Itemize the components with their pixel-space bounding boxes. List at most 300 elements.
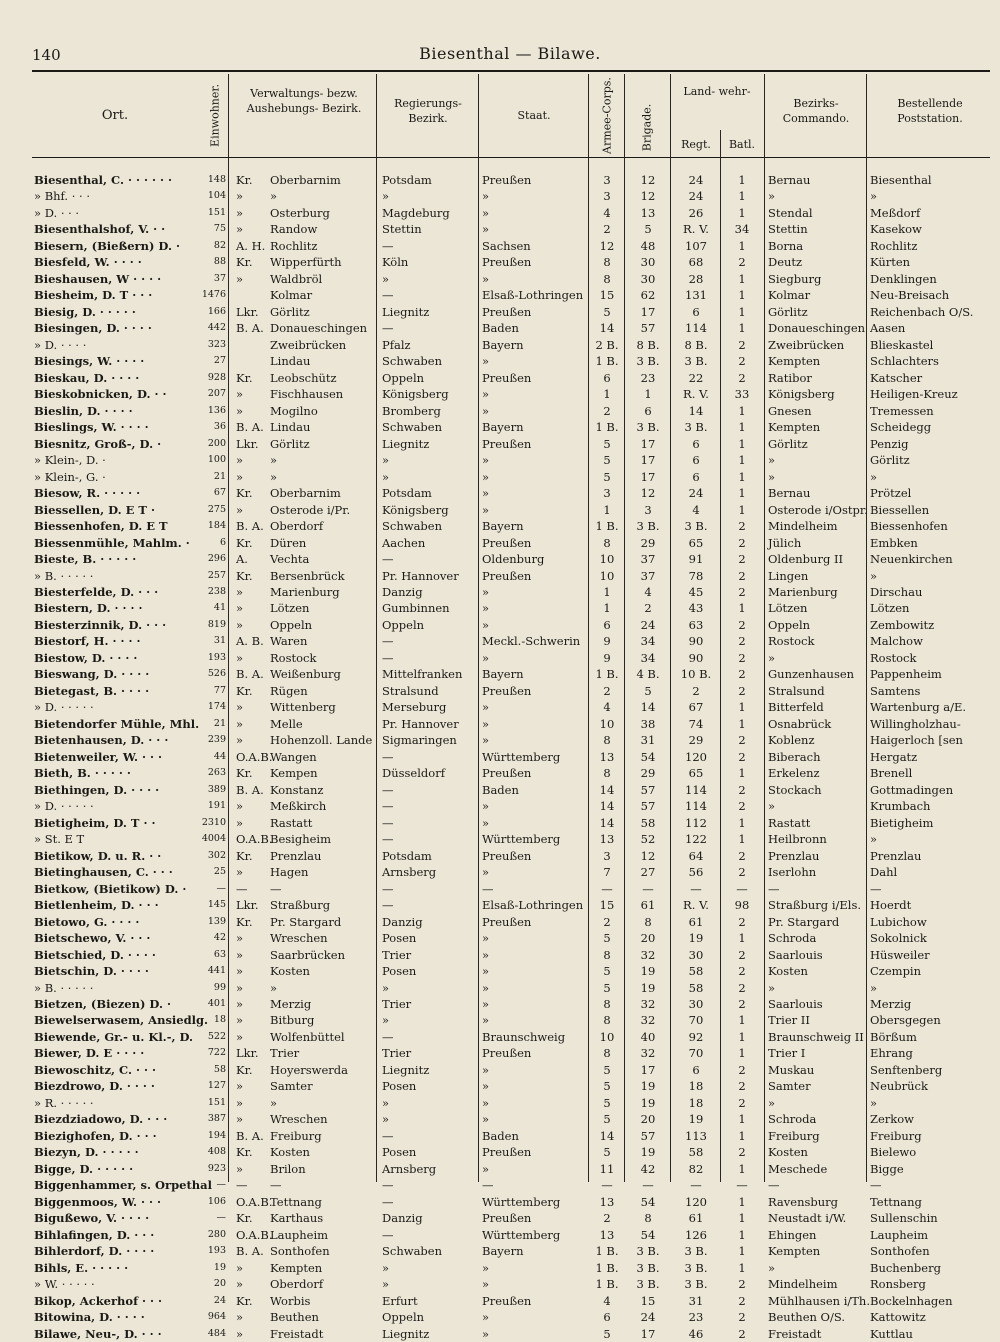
cell-ort: Bietenhausen, D. · · · xyxy=(34,733,169,748)
cell-reg: — xyxy=(382,1029,394,1044)
cell-ort: Bihls, E. · · · · · xyxy=(34,1260,129,1275)
cell-typ: » xyxy=(236,700,244,715)
cell-brig: 3 B. xyxy=(636,1260,660,1275)
table-row xyxy=(0,914,1000,931)
cell-typ: B. A. xyxy=(236,519,264,534)
cell-ew: 2310 xyxy=(201,816,226,828)
cell-post: Willingholzhau- xyxy=(870,716,961,731)
cell-post: Tettnang xyxy=(870,1194,922,1209)
cell-post: Neubrück xyxy=(870,1079,928,1094)
cell-ew: 37 xyxy=(213,272,226,284)
cell-kdo: Siegburg xyxy=(768,271,822,286)
cell-bez: Osterode i/Pr. xyxy=(270,502,351,517)
cell-ort: » Klein-, G. · xyxy=(34,469,106,484)
cell-post: Reichenbach O/S. xyxy=(870,304,974,319)
cell-brig: 4 xyxy=(644,585,652,599)
cell-batl: 1 xyxy=(738,173,746,187)
cell-staat: Meckl.-Schwerin xyxy=(482,634,581,649)
cell-regt: 113 xyxy=(685,1128,707,1143)
cell-korps: 3 xyxy=(603,486,611,501)
cell-ort: Bieste, B. · · · · · xyxy=(34,552,137,567)
cell-regt: 2 xyxy=(692,683,700,698)
cell-brig: 40 xyxy=(640,1029,656,1044)
cell-batl: 1 xyxy=(738,1013,746,1028)
cell-post: Heiligen-Kreuz xyxy=(870,387,958,402)
cell-staat: Preußen xyxy=(482,255,532,270)
cell-staat: Württemberg xyxy=(482,1194,561,1209)
cell-staat: Württemberg xyxy=(482,832,561,847)
cell-batl: 2 xyxy=(738,964,746,979)
cell-brig: 23 xyxy=(640,370,656,385)
cell-post: Aasen xyxy=(870,321,906,336)
cell-post: Brenell xyxy=(870,766,913,781)
table-row xyxy=(0,831,1000,848)
cell-regt: 114 xyxy=(685,799,707,814)
cell-reg: — xyxy=(382,898,394,913)
cell-korps: 8 xyxy=(603,271,611,286)
cell-kdo: Saarlouis xyxy=(768,947,823,962)
cell-staat: Preußen xyxy=(482,1046,532,1061)
cell-regt: 43 xyxy=(688,601,704,616)
cell-reg: — xyxy=(382,1194,394,1209)
cell-brig: 54 xyxy=(640,1194,656,1209)
cell-korps: 9 xyxy=(603,650,611,665)
cell-brig: 3 B. xyxy=(636,519,660,534)
cell-typ: Kr. xyxy=(236,370,253,385)
cell-regt: 82 xyxy=(688,1161,704,1176)
cell-bez: — xyxy=(270,1178,282,1193)
cell-brig: 4 B. xyxy=(636,667,660,682)
cell-typ: Kr. xyxy=(236,255,253,270)
cell-staat: Preußen xyxy=(482,1293,532,1308)
cell-staat: » xyxy=(482,403,490,418)
cell-batl: 2 xyxy=(738,1062,746,1077)
cell-brig: 57 xyxy=(640,782,656,797)
cell-brig: 3 B. xyxy=(636,420,660,435)
header-ort: Ort. xyxy=(101,108,129,123)
cell-post: Ronsberg xyxy=(870,1277,926,1292)
cell-batl: 2 xyxy=(738,617,746,632)
header-batl: Batl. xyxy=(728,138,756,151)
cell-brig: 8 xyxy=(644,914,652,929)
cell-reg: Stralsund xyxy=(382,683,439,698)
cell-typ: B. A. xyxy=(236,667,264,682)
page-number: 140 xyxy=(32,46,61,64)
cell-typ: Lkr. xyxy=(236,1046,259,1061)
cell-ew: 27 xyxy=(213,355,226,367)
cell-typ: Kr. xyxy=(236,683,253,698)
cell-regt: 22 xyxy=(688,370,704,385)
cell-korps: 2 xyxy=(603,222,611,237)
cell-korps: 10 xyxy=(599,1029,615,1044)
cell-staat: » xyxy=(482,1095,490,1110)
cell-ew: 442 xyxy=(207,322,226,334)
table-row xyxy=(0,205,1000,222)
cell-regt: 10 B. xyxy=(680,667,712,682)
cell-reg: Liegnitz xyxy=(382,304,430,319)
cell-batl: 1 xyxy=(738,321,746,336)
table-row xyxy=(0,930,1000,947)
cell-ew: 484 xyxy=(207,1327,226,1339)
cell-regt: 107 xyxy=(685,238,707,253)
cell-bez: Kolmar xyxy=(270,288,313,303)
cell-reg: Schwaben xyxy=(382,519,442,534)
cell-staat: » xyxy=(482,1260,490,1275)
cell-bez: » xyxy=(270,980,278,995)
cell-batl: 2 xyxy=(738,1310,746,1325)
cell-post: Meßdorf xyxy=(870,205,921,220)
cell-korps: 2 xyxy=(603,1211,611,1226)
cell-typ: O.A.B. xyxy=(236,1194,273,1209)
cell-batl: 1 xyxy=(738,1211,746,1226)
cell-regt: R. V. xyxy=(683,898,709,913)
cell-kdo: Rostock xyxy=(768,634,815,649)
cell-batl: 1 xyxy=(738,1260,746,1275)
cell-typ: B. A. xyxy=(236,420,264,435)
cell-typ: » xyxy=(236,1277,244,1292)
cell-regt: 6 xyxy=(692,1062,700,1077)
cell-reg: Trier xyxy=(382,947,412,962)
cell-kdo: Ratibor xyxy=(768,370,812,385)
cell-staat: Preußen xyxy=(482,1145,532,1160)
cell-brig: 57 xyxy=(640,321,656,336)
header-landwehr: Land- wehr- xyxy=(683,85,751,98)
cell-typ: » xyxy=(236,980,244,995)
table-row xyxy=(0,798,1000,815)
cell-brig: 19 xyxy=(640,1079,656,1094)
cell-batl: 2 xyxy=(738,1079,746,1094)
cell-ew: — xyxy=(216,1179,226,1191)
table-row xyxy=(0,452,1000,469)
cell-brig: 3 B. xyxy=(636,1277,660,1292)
cell-kdo: Beuthen O/S. xyxy=(768,1310,845,1325)
cell-kdo: Mühlhausen i/Th. xyxy=(768,1293,870,1308)
cell-staat: » xyxy=(482,947,490,962)
cell-brig: 57 xyxy=(640,799,656,814)
cell-bez: Hoyerswerda xyxy=(270,1062,349,1077)
cell-ew: 145 xyxy=(207,899,226,911)
cell-brig: 1 xyxy=(644,387,652,402)
cell-kdo: Osterode i/Ostpr. xyxy=(768,502,868,517)
cell-ort: Bigge, D. · · · · · xyxy=(34,1161,134,1176)
cell-staat: » xyxy=(482,585,490,599)
cell-ew: 323 xyxy=(207,338,226,350)
cell-reg: » xyxy=(382,1112,390,1127)
cell-reg: Pr. Hannover xyxy=(382,716,459,731)
cell-regt: 90 xyxy=(688,650,704,665)
cell-ort: Biessellen, D. E T · xyxy=(34,502,155,517)
cell-staat: Preußen xyxy=(482,848,532,863)
cell-ew: 88 xyxy=(213,256,226,268)
cell-korps: 2 xyxy=(603,683,611,698)
cell-brig: 32 xyxy=(640,1013,656,1028)
cell-batl: 1 xyxy=(738,304,746,319)
cell-batl: 2 xyxy=(738,947,746,962)
cell-brig: 8 xyxy=(644,1211,652,1226)
cell-ort: Biessenmühle, Mahlm. · xyxy=(34,535,190,550)
cell-ew: 75 xyxy=(213,223,226,235)
table-row xyxy=(0,782,1000,799)
cell-brig: 17 xyxy=(640,436,656,451)
cell-batl: 2 xyxy=(738,980,746,995)
cell-staat: Sachsen xyxy=(482,238,531,253)
table-row xyxy=(0,1029,1000,1046)
cell-reg: Königsberg xyxy=(382,502,449,517)
cell-batl: — xyxy=(736,1178,748,1193)
header-einwohner: Einwohner. xyxy=(208,84,222,147)
table-row xyxy=(0,254,1000,271)
cell-staat: » xyxy=(482,815,490,830)
cell-staat: Bayern xyxy=(482,667,524,682)
header-bottom-rule xyxy=(32,157,990,158)
cell-batl: 33 xyxy=(734,387,750,402)
cell-korps: 10 xyxy=(599,552,615,567)
cell-staat: » xyxy=(482,799,490,814)
cell-ort: Biethingen, D. · · · · xyxy=(34,782,160,797)
cell-reg: » xyxy=(382,469,390,484)
table-row xyxy=(0,633,1000,650)
cell-ew: 923 xyxy=(207,1162,226,1174)
table-row xyxy=(0,188,1000,205)
cell-post: Lötzen xyxy=(870,601,910,616)
cell-korps: 9 xyxy=(603,634,611,649)
cell-regt: 30 xyxy=(688,947,704,962)
cell-ort: Biesfeld, W. · · · · xyxy=(34,255,142,270)
cell-staat: » xyxy=(482,964,490,979)
cell-brig: 52 xyxy=(640,832,656,847)
cell-bez: Kempen xyxy=(270,766,318,781)
cell-bez: Freiburg xyxy=(270,1128,322,1143)
table-row xyxy=(0,1045,1000,1062)
cell-batl: 1 xyxy=(738,1128,746,1143)
cell-bez: Karthaus xyxy=(270,1211,324,1226)
cell-korps: 5 xyxy=(603,1062,611,1077)
cell-kdo: Borna xyxy=(768,238,804,253)
cell-batl: 1 xyxy=(738,1227,746,1242)
cell-korps: 3 xyxy=(603,173,611,187)
cell-regt: 19 xyxy=(688,931,704,946)
cell-ort: Bietkow, (Bietikow) D. · xyxy=(34,881,187,896)
cell-ort: » St. E T xyxy=(34,832,85,847)
table-row xyxy=(0,1062,1000,1079)
cell-typ: » xyxy=(236,650,244,665)
cell-brig: 34 xyxy=(640,650,656,665)
cell-brig: 30 xyxy=(640,271,656,286)
cell-staat: Elsaß-Lothringen xyxy=(482,288,584,303)
cell-ort: Bikop, Ackerhof · · · xyxy=(34,1293,163,1308)
cell-bez: Waldbröl xyxy=(270,271,323,286)
cell-brig: 12 xyxy=(640,848,656,863)
cell-batl: 2 xyxy=(738,1145,746,1160)
cell-kdo: Bernau xyxy=(768,173,811,187)
cell-staat: » xyxy=(482,1013,490,1028)
cell-batl: 2 xyxy=(738,799,746,814)
cell-staat: » xyxy=(482,733,490,748)
cell-ew: 4004 xyxy=(201,833,226,845)
cell-bez: » xyxy=(270,469,278,484)
cell-batl: 1 xyxy=(738,601,746,616)
cell-ort: Biewende, Gr.- u. Kl.-, D. xyxy=(34,1029,194,1044)
cell-ort: Biesingen, D. · · · · xyxy=(34,321,152,336)
cell-reg: Pr. Hannover xyxy=(382,568,459,583)
cell-brig: 14 xyxy=(640,700,656,715)
cell-typ: Lkr. xyxy=(236,304,259,319)
cell-typ: » xyxy=(236,222,244,237)
cell-kdo: Kempten xyxy=(768,354,821,369)
cell-regt: 6 xyxy=(692,469,700,484)
cell-ort: Biesheim, D. T · · · xyxy=(34,288,153,303)
cell-ew: 127 xyxy=(207,1080,226,1092)
cell-ew: — xyxy=(216,1212,226,1224)
cell-reg: Arnsberg xyxy=(382,865,437,880)
cell-typ: » xyxy=(236,1013,244,1028)
table-row xyxy=(0,485,1000,502)
cell-korps: 6 xyxy=(603,370,611,385)
cell-typ: » xyxy=(236,997,244,1011)
cell-bez: Trier xyxy=(270,1046,300,1061)
cell-bez: Mogilno xyxy=(270,403,318,418)
cell-regt: 6 xyxy=(692,436,700,451)
table-row xyxy=(0,1161,1000,1178)
cell-staat: » xyxy=(482,1277,490,1292)
cell-regt: 68 xyxy=(688,255,704,270)
cell-staat: — xyxy=(482,881,494,896)
cell-ew: 200 xyxy=(207,437,226,449)
cell-ew: 139 xyxy=(207,915,226,927)
cell-reg: Trier xyxy=(382,997,412,1011)
cell-brig: 19 xyxy=(640,1145,656,1160)
cell-bez: Oberdorf xyxy=(270,519,324,534)
cell-brig: 57 xyxy=(640,1128,656,1143)
cell-ew: 302 xyxy=(207,849,226,861)
cell-staat: » xyxy=(482,997,490,1011)
cell-post: Zerkow xyxy=(870,1112,915,1127)
cell-ort: Biggenhammer, s. Orpethal xyxy=(34,1178,212,1193)
cell-typ: » xyxy=(236,1079,244,1094)
cell-ew: 184 xyxy=(207,520,226,532)
cell-batl: 1 xyxy=(738,1029,746,1044)
cell-reg: Danzig xyxy=(382,914,423,929)
table-row xyxy=(0,436,1000,453)
cell-post: » xyxy=(870,832,878,847)
cell-batl: 1 xyxy=(738,502,746,517)
cell-ew: 722 xyxy=(207,1047,226,1059)
cell-ort: Biezyn, D. · · · · · xyxy=(34,1145,139,1160)
cell-typ: B. A. xyxy=(236,1244,264,1259)
cell-batl: 1 xyxy=(738,700,746,715)
cell-kdo: Lötzen xyxy=(768,601,808,616)
cell-kdo: Braunschweig II xyxy=(768,1029,864,1044)
cell-regt: 28 xyxy=(688,271,704,286)
cell-reg: Düsseldorf xyxy=(382,766,445,781)
cell-ort: Bieswang, D. · · · · xyxy=(34,667,150,682)
cell-regt: 120 xyxy=(685,749,707,764)
cell-ew: 6 xyxy=(219,536,226,548)
cell-brig: 58 xyxy=(640,815,656,830)
cell-ort: » D. · · · xyxy=(34,205,80,220)
cell-regt: 56 xyxy=(688,865,704,880)
cell-reg: — xyxy=(382,1128,394,1143)
table-row xyxy=(0,1095,1000,1112)
cell-kdo: Mindelheim xyxy=(768,519,838,534)
cell-typ: » xyxy=(236,585,244,599)
cell-ew: 99 xyxy=(213,981,226,993)
cell-ew: 389 xyxy=(207,783,226,795)
cell-ew: 207 xyxy=(207,388,226,400)
table-row xyxy=(0,502,1000,519)
cell-reg: Potsdam xyxy=(382,486,432,501)
cell-bez: Görlitz xyxy=(270,436,310,451)
cell-kdo: Lingen xyxy=(768,568,809,583)
cell-reg: Gumbinnen xyxy=(382,601,450,616)
cell-typ: Kr. xyxy=(236,1293,253,1308)
cell-batl: 2 xyxy=(738,749,746,764)
cell-regt: 29 xyxy=(688,733,704,748)
cell-staat: Bayern xyxy=(482,420,524,435)
cell-reg: — xyxy=(382,881,394,896)
cell-kdo: Pr. Stargard xyxy=(768,914,840,929)
table-row xyxy=(0,996,1000,1013)
cell-staat: » xyxy=(482,1079,490,1094)
cell-regt: 90 xyxy=(688,634,704,649)
cell-ort: Bieskobnicken, D. · · xyxy=(34,387,167,402)
cell-regt: 6 xyxy=(692,453,700,468)
cell-regt: R. V. xyxy=(683,222,709,237)
cell-post: Bigge xyxy=(870,1161,904,1176)
cell-reg: Schwaben xyxy=(382,354,442,369)
cell-ew: 819 xyxy=(207,618,226,630)
cell-post: Ehrang xyxy=(870,1046,913,1061)
cell-reg: Danzig xyxy=(382,585,423,599)
cell-kdo: Ehingen xyxy=(768,1227,817,1242)
cell-post: Kuttlau xyxy=(870,1326,913,1341)
cell-staat: » xyxy=(482,271,490,286)
cell-ort: Bietowo, G. · · · · xyxy=(34,914,140,929)
cell-regt: 31 xyxy=(688,1293,704,1308)
cell-batl: 1 xyxy=(738,486,746,501)
cell-kdo: Saarlouis xyxy=(768,997,823,1011)
cell-korps: 8 xyxy=(603,733,611,748)
cell-reg: Posen xyxy=(382,964,417,979)
cell-post: Tremessen xyxy=(870,403,934,418)
cell-korps: 13 xyxy=(599,1194,615,1209)
cell-regt: 3 B. xyxy=(684,420,708,435)
cell-ort: » Klein-, D. · xyxy=(34,453,106,468)
cell-ort: Bilawe, Neu-, D. · · · xyxy=(34,1326,162,1341)
cell-typ: Kr. xyxy=(236,1145,253,1160)
cell-ew: 148 xyxy=(207,174,226,185)
cell-korps: 1 xyxy=(603,387,611,402)
cell-ort: Biezdziadowo, D. · · · xyxy=(34,1112,168,1127)
cell-brig: 8 B. xyxy=(636,337,660,352)
cell-brig: 17 xyxy=(640,453,656,468)
cell-typ: » xyxy=(236,1095,244,1110)
cell-bez: Rostock xyxy=(270,650,317,665)
cell-regt: 112 xyxy=(685,815,707,830)
cell-brig: 34 xyxy=(640,634,656,649)
cell-korps: 5 xyxy=(603,1079,611,1094)
cell-ort: » D. · · · · xyxy=(34,337,87,352)
cell-post: Denklingen xyxy=(870,271,937,286)
cell-post: Czempin xyxy=(870,964,922,979)
cell-staat: » xyxy=(482,700,490,715)
cell-ort: Biewer, D. E · · · · xyxy=(34,1046,145,1061)
cell-brig: 37 xyxy=(640,552,656,567)
header-verwaltung: Verwaltungs- bezw. Aushebungs- Bezirk. xyxy=(246,87,362,115)
cell-korps: 8 xyxy=(603,535,611,550)
cell-staat: » xyxy=(482,601,490,616)
table-row xyxy=(0,1128,1000,1145)
